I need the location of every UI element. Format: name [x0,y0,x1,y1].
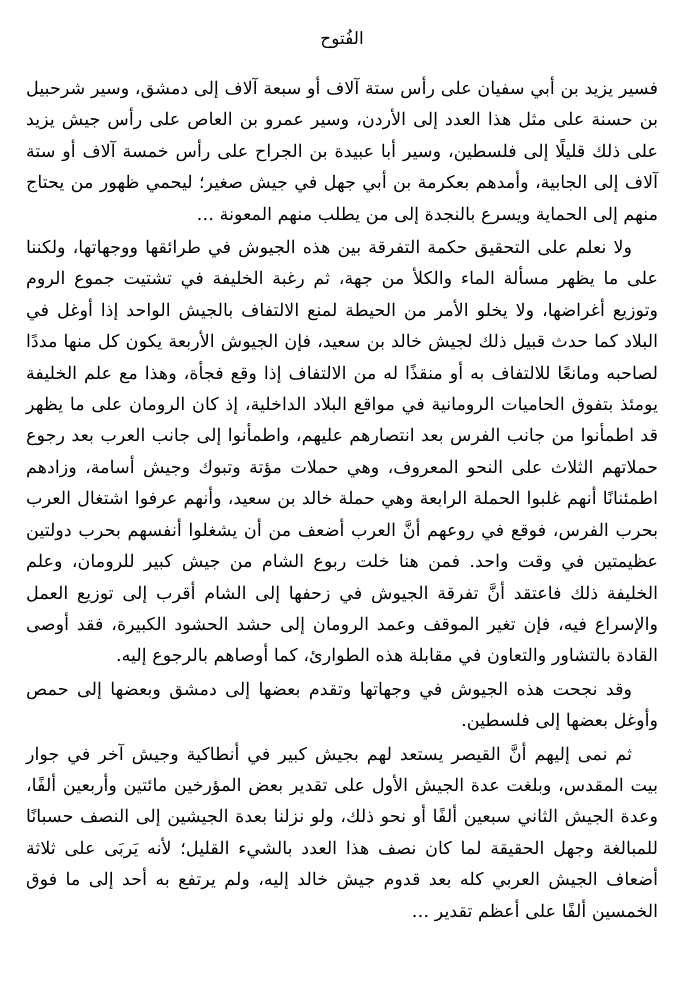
paragraph-1: فسير يزيد بن أبي سفيان على رأس ستة آلاف أو سبعة آلاف إلى دمشق، وسير شرحبيل بن حسنة على مثل هذا العدد إلى الأردن، وسير عمرو بن العاص على رأس جيش يزيد على ذلك قليلًا إلى فلسطين، وسير أبا عبيدة بن الجراح على رأس خمسة آلاف أو ستة آلاف إلى الجابية، وأمدهم بعكرمة بن أبي جهل في جيش صغير؛ ليحمي ظهور من يحتاج منهم إلى الحماية ويسرع بالنجدة إلى من يطلب منهم المعونة … [26,79,658,225]
body-text [26,74,658,928]
running-header-title: الفُتوح [320,29,364,49]
paragraph-2: ولا نعلم على التحقيق حكمة التفرقة بين هذه الجيوش في طرائقها ووجهاتها، ولكننا على ما يظهر مسألة الماء والكلأ من جهة، ثم رغبة الخليفة في تشتيت جموع الروم وتوزيع أغراضها، ولا يخلو الأمر من الحيطة لمنع الالتفاف بالجيش الواحد إذا أوغل في البلاد كما حدث قبيل ذلك لجيش خالد بن سعيد، فإن الجيوش الأربعة يكون كل منها مددًا لصاحبه ومانعًا للالتفاف به أو منقذًا له من الالتفاف إذا وقع فجأة، وهذا مع علم الخليفة يومئذ بتفوق الحاميات الرومانية في مواقع البلاد الداخلية، إذ كان الرومان على ما يظهر قد اطمأنوا من جانب الفرس بعد انتصارهم عليهم، واطمأنوا إلى جانب العرب بعد رجوع حملاتهم الثلاث على النحو المعروف، وهي حملات مؤتة وتبوك وجيش أسامة، وزادهم اطمئنانًا أنهم غلبوا الحملة الرابعة وهي حملة خالد بن سعيد، وأنهم عرفوا اشتغال العرب بحرب الفرس، فوقع في روعهم أنَّ العرب أضعف من أن يشغلوا أنفسهم بحرب دولتين عظيمتين في وقت واحد. فمن هنا خلت ربوع الشام من جيش كبير للرومان، وعلم الخليفة ذلك فاعتقد أنَّ تفرقة الجيوش في زحفها إلى الشام أقرب إلى توزيع العمل والإسراع فيه، فإن تغير الموقف وعمد الرومان إلى حشد الحشود الكبيرة، فقد أوصى القادة بالتشاور والتعاون في مقابلة هذه الطوارئ، كما أوصاهم بالرجوع إليه. [26,238,658,667]
paragraph-4: ثم نمى إليهم أنَّ القيصر يستعد لهم بجيش كبير في أنطاكية وجيش آخر في جوار بيت المقدس، وبلغت عدة الجيش الأول على تقدير بعض المؤرخين مائتين وأربعين ألفًا، وعدة الجيش الثاني سبعين ألفًا أو نحو ذلك، ولو نزلنا بعدة الجيشين إلى النصف حسبانًا للمبالغة وجهل الحقيقة لما كان نصف هذا العدد بالشيء القليل؛ لأنه يَربَى على ثلاثة أضعاف الجيش العربي كله بعد قدوم جيش خالد إليه، ولم يرتفع به أحد إلى ما فوق الخمسين ألفًا على أعظم تقدير … [26,744,658,922]
paragraph-3: وقد نجحت هذه الجيوش في وجهاتها وتقدم بعضها إلى دمشق وبعضها إلى حمص وأوغل بعضها إلى فلسطين. [26,679,658,732]
